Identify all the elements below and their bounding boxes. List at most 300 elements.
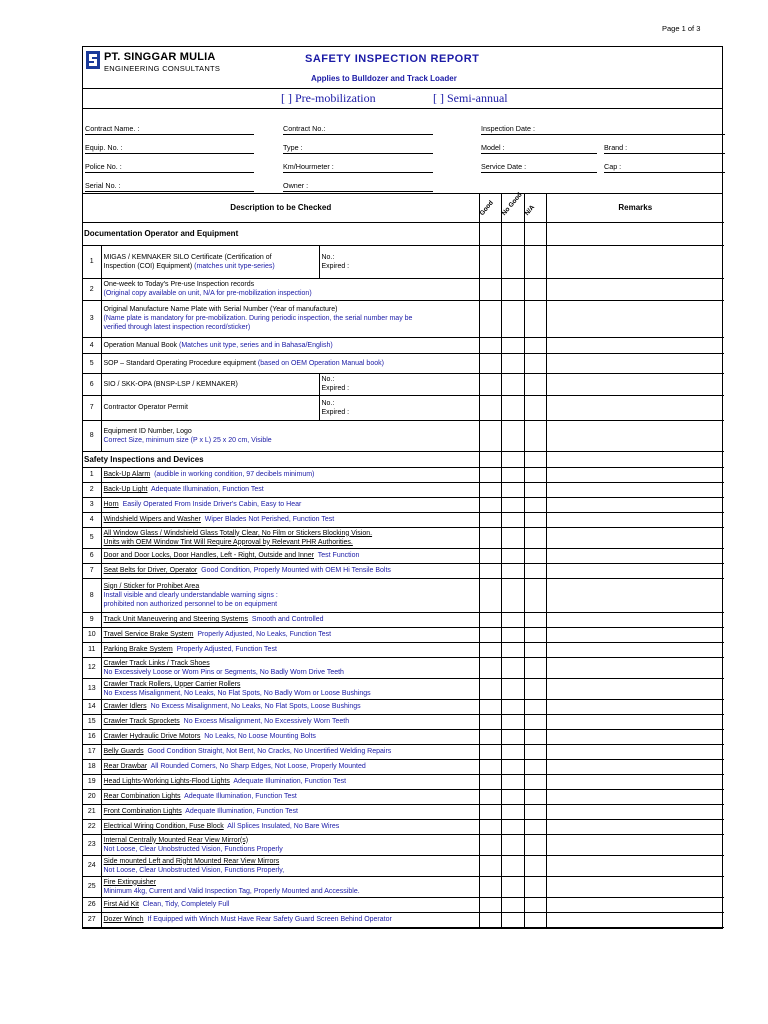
good-cell[interactable] xyxy=(479,627,501,642)
item-number: 24 xyxy=(83,855,101,876)
remarks-cell[interactable] xyxy=(546,759,724,774)
good-cell[interactable] xyxy=(479,337,501,353)
na-cell[interactable] xyxy=(524,804,546,819)
item-number: 13 xyxy=(83,678,101,699)
no-good-cell[interactable] xyxy=(501,657,524,678)
item-description: First Aid Kit Clean, Tidy, Completely Full xyxy=(101,897,479,912)
table-row xyxy=(83,912,724,927)
section-row xyxy=(83,451,724,467)
brand-field[interactable] xyxy=(604,153,725,154)
table-row xyxy=(83,789,724,804)
police-no-field[interactable] xyxy=(85,172,254,173)
item-number: 20 xyxy=(83,789,101,804)
owner-label: Owner : xyxy=(283,181,309,190)
good-cell[interactable] xyxy=(479,789,501,804)
report-subtitle: Applies to Bulldozer and Track Loader xyxy=(311,74,457,83)
item-number: 8 xyxy=(83,578,101,612)
item-description: Back-Up Alarm (audible in working condition, 97 decibels minimum) xyxy=(101,467,479,482)
item-number: 2 xyxy=(83,278,101,300)
no-good-cell[interactable] xyxy=(501,897,524,912)
item-number: 4 xyxy=(83,337,101,353)
na-cell[interactable] xyxy=(524,912,546,927)
table-header-row xyxy=(83,194,724,222)
premobilization-checkbox[interactable]: [ ] Pre-mobilization xyxy=(281,91,376,105)
table-row xyxy=(83,774,724,789)
good-cell[interactable] xyxy=(479,678,501,699)
item-description: SOP – Standard Operating Procedure equipment (based on OEM Operation Manual book) xyxy=(101,353,479,373)
item-number: 1 xyxy=(83,245,101,278)
item-description: Sign / Sticker for Prohibet Area Install visible and clearly understandable warning signs : prohibited non authorized personnel to be on equipment xyxy=(101,578,479,612)
good-cell[interactable] xyxy=(479,714,501,729)
no-good-cell[interactable] xyxy=(501,699,524,714)
remarks-cell[interactable] xyxy=(546,657,724,678)
table-row xyxy=(83,467,724,482)
na-cell[interactable] xyxy=(524,300,546,337)
item-description: Internal Centrally Mounted Rear View Mirror(s) Not Loose, Clear Unobstructed Vision, Functions Properly xyxy=(101,834,479,855)
remarks-cell[interactable] xyxy=(546,678,724,699)
remarks-cell[interactable] xyxy=(546,897,724,912)
item-description: Crawler Hydraulic Drive Motors No Leaks, No Loose Mounting Bolts xyxy=(101,729,479,744)
no-good-cell[interactable] xyxy=(501,245,524,278)
item-description: Fire Extinguisher Minimum 4kg, Current and Valid Inspection Tag, Properly Mounted and Accessible. xyxy=(101,876,479,897)
company-subtitle: ENGINEERING CONSULTANTS xyxy=(104,64,221,73)
item-description: Rear Drawbar All Rounded Corners, No Sharp Edges, Not Loose, Properly Mounted xyxy=(101,759,479,774)
type-field[interactable] xyxy=(283,153,433,154)
remarks-cell[interactable] xyxy=(546,548,724,563)
remarks-cell[interactable] xyxy=(546,612,724,627)
km-field[interactable] xyxy=(283,172,433,173)
remarks-cell[interactable] xyxy=(546,804,724,819)
cert-number-expiry[interactable]: No.: Expired : xyxy=(319,373,479,395)
no-good-cell[interactable] xyxy=(501,482,524,497)
na-cell[interactable] xyxy=(524,395,546,420)
na-cell[interactable] xyxy=(524,548,546,563)
item-number: 4 xyxy=(83,512,101,527)
no-good-cell[interactable] xyxy=(501,855,524,876)
equip-no-label: Equip. No. : xyxy=(85,143,123,152)
item-number: 5 xyxy=(83,527,101,548)
item-number: 1 xyxy=(83,467,101,482)
no-good-cell[interactable] xyxy=(501,678,524,699)
good-cell[interactable] xyxy=(479,578,501,612)
na-cell[interactable] xyxy=(524,482,546,497)
good-cell[interactable] xyxy=(479,855,501,876)
checklist-table xyxy=(83,190,724,928)
na-cell[interactable] xyxy=(524,729,546,744)
na-cell[interactable] xyxy=(524,642,546,657)
item-description: Front Combination Lights Adequate Illumination, Function Test xyxy=(101,804,479,819)
no-good-cell[interactable] xyxy=(501,395,524,420)
remarks-cell[interactable] xyxy=(546,353,724,373)
remarks-cell[interactable] xyxy=(546,855,724,876)
remarks-cell[interactable] xyxy=(546,245,724,278)
table-row xyxy=(83,855,724,876)
item-description: All Window Glass / Windshield Glass Totally Clear, No Film or Stickers Blocking Vision. Units with OEM Window Tint Will Require Approval by Relevant PHR Authorities. xyxy=(101,527,479,548)
no-good-cell[interactable] xyxy=(501,642,524,657)
na-cell[interactable] xyxy=(524,337,546,353)
good-cell[interactable] xyxy=(479,729,501,744)
na-cell[interactable] xyxy=(524,774,546,789)
good-cell[interactable] xyxy=(479,451,501,467)
na-cell[interactable] xyxy=(524,819,546,834)
good-cell[interactable] xyxy=(479,804,501,819)
item-description: Operation Manual Book (Matches unit type, series and in Bahasa/English) xyxy=(101,337,479,353)
na-cell[interactable] xyxy=(524,353,546,373)
table-row xyxy=(83,876,724,897)
item-description: Side mounted Left and Right Mounted Rear View Mirrors Not Loose, Clear Unobstructed Vision, Functions Properly, xyxy=(101,855,479,876)
no-good-cell[interactable] xyxy=(501,527,524,548)
good-cell[interactable] xyxy=(479,759,501,774)
item-number: 16 xyxy=(83,729,101,744)
na-cell[interactable] xyxy=(524,420,546,451)
table-row xyxy=(83,245,724,278)
item-number: 10 xyxy=(83,627,101,642)
section-title-doc: Documentation Operator and Equipment xyxy=(83,222,479,245)
remarks-cell[interactable] xyxy=(546,789,724,804)
inspection-type-row xyxy=(83,89,722,109)
item-number: 8 xyxy=(83,420,101,451)
remarks-cell[interactable] xyxy=(546,278,724,300)
no-good-cell[interactable] xyxy=(501,744,524,759)
remarks-cell[interactable] xyxy=(546,222,724,245)
remarks-cell[interactable] xyxy=(546,729,724,744)
table-row xyxy=(83,714,724,729)
item-number: 15 xyxy=(83,714,101,729)
table-row xyxy=(83,548,724,563)
table-row xyxy=(83,819,724,834)
remarks-cell[interactable] xyxy=(546,300,724,337)
item-number: 3 xyxy=(83,300,101,337)
table-row xyxy=(83,512,724,527)
no-good-cell[interactable] xyxy=(501,420,524,451)
good-cell[interactable] xyxy=(479,744,501,759)
sm-logo-icon xyxy=(86,51,100,69)
inspection-date-label: Inspection Date : xyxy=(481,124,535,133)
remarks-cell[interactable] xyxy=(546,467,724,482)
na-cell[interactable] xyxy=(524,789,546,804)
page-number: Page 1 of 3 xyxy=(662,24,701,33)
good-cell[interactable] xyxy=(479,897,501,912)
item-number: 22 xyxy=(83,819,101,834)
na-cell[interactable] xyxy=(524,512,546,527)
na-cell[interactable] xyxy=(524,744,546,759)
na-cell[interactable] xyxy=(524,451,546,467)
table-row xyxy=(83,744,724,759)
item-number: 5 xyxy=(83,353,101,373)
no-good-cell[interactable] xyxy=(501,834,524,855)
remarks-cell[interactable] xyxy=(546,482,724,497)
description-header: Description to be Checked xyxy=(83,194,479,222)
no-good-cell[interactable] xyxy=(501,774,524,789)
good-cell[interactable] xyxy=(479,512,501,527)
no-good-cell[interactable] xyxy=(501,714,524,729)
table-row xyxy=(83,627,724,642)
remarks-cell[interactable] xyxy=(546,714,724,729)
good-cell[interactable] xyxy=(479,819,501,834)
no-good-cell[interactable] xyxy=(501,627,524,642)
no-good-cell[interactable] xyxy=(501,563,524,578)
na-cell[interactable] xyxy=(524,563,546,578)
table-row xyxy=(83,395,724,420)
form-header xyxy=(83,47,722,89)
item-number: 17 xyxy=(83,744,101,759)
remarks-cell[interactable] xyxy=(546,819,724,834)
inspection-form xyxy=(82,46,723,929)
no-good-cell[interactable] xyxy=(501,497,524,512)
service-date-label: Service Date : xyxy=(481,162,527,171)
table-row xyxy=(83,578,724,612)
item-number: 25 xyxy=(83,876,101,897)
no-good-cell[interactable] xyxy=(501,353,524,373)
good-cell[interactable] xyxy=(479,373,501,395)
item-number: 14 xyxy=(83,699,101,714)
na-cell[interactable] xyxy=(524,612,546,627)
equip-no-field[interactable] xyxy=(85,153,254,154)
no-good-cell[interactable] xyxy=(501,548,524,563)
no-good-cell[interactable] xyxy=(501,729,524,744)
item-description: SIO / SKK-OPA (BNSP-LSP / KEMNAKER) xyxy=(101,373,319,395)
good-cell[interactable] xyxy=(479,657,501,678)
item-description: Horn Easily Operated From Inside Driver's Cabin, Easy to Hear xyxy=(101,497,479,512)
item-number: 23 xyxy=(83,834,101,855)
no-good-cell[interactable] xyxy=(501,819,524,834)
section-title-safety: Safety Inspections and Devices xyxy=(83,451,479,467)
item-description: Seat Belts for Driver, Operator Good Condition, Properly Mounted with OEM Hi Tensile Bolts xyxy=(101,563,479,578)
company-name: PT. SINGGAR MULIA xyxy=(104,51,216,63)
na-cell[interactable] xyxy=(524,467,546,482)
item-description: One-week to Today's Pre-use Inspection records (Original copy available on unit, N/A for pre-mobilization inspection) xyxy=(101,278,479,300)
good-cell[interactable] xyxy=(479,482,501,497)
remarks-cell[interactable] xyxy=(546,627,724,642)
item-description: Windshield Wipers and Washer Wiper Blades Not Perished, Function Test xyxy=(101,512,479,527)
item-description: Dozer Winch If Equipped with Winch Must Have Rear Safety Guard Screen Behind Operator xyxy=(101,912,479,927)
remarks-cell[interactable] xyxy=(546,774,724,789)
no-good-cell[interactable] xyxy=(501,467,524,482)
good-cell[interactable] xyxy=(479,563,501,578)
table-row xyxy=(83,527,724,548)
type-label: Type : xyxy=(283,143,303,152)
table-row xyxy=(83,612,724,627)
remarks-cell[interactable] xyxy=(546,373,724,395)
cert-number-expiry[interactable]: No.: Expired : xyxy=(319,395,479,420)
contract-no-field[interactable] xyxy=(283,134,433,135)
item-number: 27 xyxy=(83,912,101,927)
no-good-cell[interactable] xyxy=(501,876,524,897)
item-number: 11 xyxy=(83,642,101,657)
remarks-cell[interactable] xyxy=(546,497,724,512)
remarks-cell[interactable] xyxy=(546,578,724,612)
item-description: Contractor Operator Permit xyxy=(101,395,319,420)
table-row xyxy=(83,337,724,353)
table-row xyxy=(83,300,724,337)
remarks-header: Remarks xyxy=(546,194,724,222)
inspection-date-field[interactable] xyxy=(481,134,725,135)
brand-label: Brand : xyxy=(604,143,628,152)
contract-name-field[interactable] xyxy=(85,134,254,135)
no-good-cell[interactable] xyxy=(501,759,524,774)
remarks-cell[interactable] xyxy=(546,563,724,578)
item-number: 2 xyxy=(83,482,101,497)
remarks-cell[interactable] xyxy=(546,512,724,527)
na-cell[interactable] xyxy=(524,497,546,512)
good-cell[interactable] xyxy=(479,642,501,657)
good-cell[interactable] xyxy=(479,395,501,420)
good-cell[interactable] xyxy=(479,467,501,482)
na-cell[interactable] xyxy=(524,834,546,855)
table-row xyxy=(83,729,724,744)
item-description: Rear Combination Lights Adequate Illumination, Function Test xyxy=(101,789,479,804)
model-label: Model : xyxy=(481,143,505,152)
table-row xyxy=(83,804,724,819)
table-row xyxy=(83,482,724,497)
no-good-cell[interactable] xyxy=(501,512,524,527)
na-cell[interactable] xyxy=(524,678,546,699)
item-number: 21 xyxy=(83,804,101,819)
km-label: Km/Hourmeter : xyxy=(283,162,334,171)
no-good-cell[interactable] xyxy=(501,804,524,819)
item-description: Crawler Track Rollers, Upper Carrier Rollers No Excess Misalignment, No Leaks, No Flat Spots, No Badly Worn or Loose Bushings xyxy=(101,678,479,699)
unit-info xyxy=(83,109,722,194)
good-cell[interactable] xyxy=(479,876,501,897)
item-number: 7 xyxy=(83,563,101,578)
serial-no-label: Serial No. : xyxy=(85,181,121,190)
no-good-header: No Good xyxy=(501,194,524,222)
good-cell[interactable] xyxy=(479,527,501,548)
item-number: 12 xyxy=(83,657,101,678)
owner-field[interactable] xyxy=(283,191,433,192)
no-good-cell[interactable] xyxy=(501,789,524,804)
police-no-label: Police No. : xyxy=(85,162,122,171)
good-cell[interactable] xyxy=(479,699,501,714)
no-good-cell[interactable] xyxy=(501,278,524,300)
remarks-cell[interactable] xyxy=(546,912,724,927)
item-description: Belly Guards Good Condition Straight, Not Bent, No Cracks, No Uncertified Welding Repairs xyxy=(101,744,479,759)
item-description: Back-Up Light Adequate Illumination, Function Test xyxy=(101,482,479,497)
no-good-cell[interactable] xyxy=(501,612,524,627)
serial-no-field[interactable] xyxy=(85,191,254,192)
item-description: Travel Service Brake System Properly Adjusted, No Leaks, Function Test xyxy=(101,627,479,642)
table-row xyxy=(83,699,724,714)
no-good-cell[interactable] xyxy=(501,912,524,927)
table-row xyxy=(83,563,724,578)
table-row xyxy=(83,420,724,451)
item-description: Electrical Wiring Condition, Fuse Block All Splices Insulated, No Bare Wires xyxy=(101,819,479,834)
cap-field[interactable] xyxy=(604,172,725,173)
item-description: Head Lights-Working Lights-Flood Lights Adequate Illumination, Function Test xyxy=(101,774,479,789)
good-cell[interactable] xyxy=(479,222,501,245)
table-row xyxy=(83,759,724,774)
remarks-cell[interactable] xyxy=(546,876,724,897)
no-good-cell[interactable] xyxy=(501,451,524,467)
table-row xyxy=(83,373,724,395)
item-description: Crawler Track Links / Track Shoes No Excessively Loose or Worn Pins or Segments, No Badly Worn Drive Teeth xyxy=(101,657,479,678)
na-cell[interactable] xyxy=(524,699,546,714)
remarks-cell[interactable] xyxy=(546,337,724,353)
good-cell[interactable] xyxy=(479,912,501,927)
table-row xyxy=(83,353,724,373)
item-number: 19 xyxy=(83,774,101,789)
na-cell[interactable] xyxy=(524,578,546,612)
table-row xyxy=(83,278,724,300)
section-row xyxy=(83,222,724,245)
table-row xyxy=(83,657,724,678)
item-number: 26 xyxy=(83,897,101,912)
item-number: 6 xyxy=(83,548,101,563)
table-row xyxy=(83,897,724,912)
no-good-cell[interactable] xyxy=(501,300,524,337)
good-cell[interactable] xyxy=(479,420,501,451)
cap-label: Cap : xyxy=(604,162,622,171)
remarks-cell[interactable] xyxy=(546,642,724,657)
semiannual-checkbox[interactable]: [ ] Semi-annual xyxy=(433,91,508,105)
remarks-cell[interactable] xyxy=(546,395,724,420)
remarks-cell[interactable] xyxy=(546,699,724,714)
na-cell[interactable] xyxy=(524,373,546,395)
report-title: SAFETY INSPECTION REPORT xyxy=(305,53,480,65)
no-good-cell[interactable] xyxy=(501,373,524,395)
good-cell[interactable] xyxy=(479,834,501,855)
good-header: Good xyxy=(479,194,501,222)
contract-no-label: Contract No.: xyxy=(283,124,326,133)
na-cell[interactable] xyxy=(524,657,546,678)
item-description: Parking Brake System Properly Adjusted, Function Test xyxy=(101,642,479,657)
good-cell[interactable] xyxy=(479,612,501,627)
remarks-cell[interactable] xyxy=(546,744,724,759)
remarks-cell[interactable] xyxy=(546,420,724,451)
table-row xyxy=(83,497,724,512)
item-number: 18 xyxy=(83,759,101,774)
na-cell[interactable] xyxy=(524,278,546,300)
na-cell[interactable] xyxy=(524,527,546,548)
na-header: N/A xyxy=(524,194,546,222)
na-cell[interactable] xyxy=(524,627,546,642)
remarks-cell[interactable] xyxy=(546,834,724,855)
cert-number-expiry[interactable]: No.: Expired : xyxy=(319,245,479,278)
no-good-cell[interactable] xyxy=(501,337,524,353)
no-good-cell[interactable] xyxy=(501,222,524,245)
good-cell[interactable] xyxy=(479,497,501,512)
good-cell[interactable] xyxy=(479,353,501,373)
remarks-cell[interactable] xyxy=(546,451,724,467)
na-cell[interactable] xyxy=(524,855,546,876)
item-number: 3 xyxy=(83,497,101,512)
item-description: Door and Door Locks, Door Handles, Left - Right, Outside and Inner Test Function xyxy=(101,548,479,563)
item-description: MIGAS / KEMNAKER SILO Certificate (Certification of Inspection (COI) Equipment) (matches unit type-series) xyxy=(101,245,319,278)
na-cell[interactable] xyxy=(524,876,546,897)
good-cell[interactable] xyxy=(479,245,501,278)
service-date-field[interactable] xyxy=(481,172,597,173)
no-good-cell[interactable] xyxy=(501,578,524,612)
table-row xyxy=(83,678,724,699)
na-cell[interactable] xyxy=(524,222,546,245)
item-description: Equipment ID Number, Logo Correct Size, minimum size (P x L) 25 x 20 cm, Visible xyxy=(101,420,479,451)
table-row xyxy=(83,642,724,657)
contract-name-label: Contract Name. : xyxy=(85,124,140,133)
na-cell[interactable] xyxy=(524,245,546,278)
good-cell[interactable] xyxy=(479,774,501,789)
na-cell[interactable] xyxy=(524,897,546,912)
good-cell[interactable] xyxy=(479,300,501,337)
na-cell[interactable] xyxy=(524,759,546,774)
remarks-cell[interactable] xyxy=(546,527,724,548)
item-number: 7 xyxy=(83,395,101,420)
good-cell[interactable] xyxy=(479,548,501,563)
item-number: 9 xyxy=(83,612,101,627)
model-field[interactable] xyxy=(481,153,597,154)
table-row xyxy=(83,834,724,855)
good-cell[interactable] xyxy=(479,278,501,300)
na-cell[interactable] xyxy=(524,714,546,729)
